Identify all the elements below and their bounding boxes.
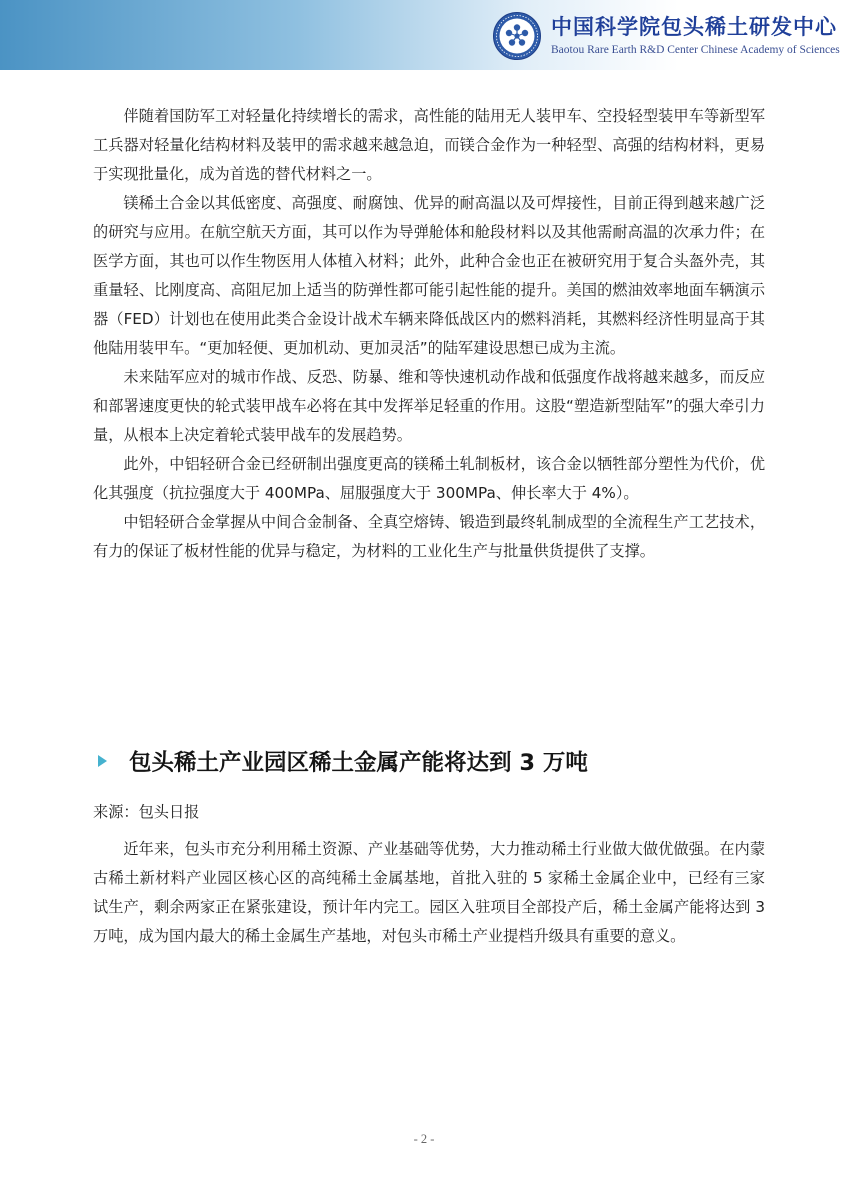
body-paragraph: 未来陆军应对的城市作战、反恐、防暴、维和等快速机动作战和低强度作战将越来越多，而反应和部署速度更快的轮式装甲战车必将在其中发挥举足轻重的作用。这股“塑造新型陆军”的强大牵引力量，从根本上决定着轮式装甲战车的发展趋势。 [93, 368, 765, 444]
article-title: 包头稀土产业园区稀土金属产能将达到 3 万吨 [129, 750, 588, 776]
page-number: - 2 - [413, 1132, 435, 1146]
cas-logo-icon [492, 11, 542, 61]
body-paragraph: 中铝轻研合金掌握从中间合金制备、全真空熔铸、锻造到最终轧制成型的全流程生产工艺技术，有力的保证了板材性能的优异与稳定，为材料的工业化生产与批量供货提供了支撑。 [93, 513, 765, 560]
source-label: 来源： [93, 803, 139, 821]
triangle-marker-icon [98, 755, 107, 767]
body-paragraph: 镁稀土合金以其低密度、高强度、耐腐蚀、优异的耐高温以及可焊接性，目前正得到越来越广泛的研究与应用。在航空航天方面，其可以作为导弹舱体和舱段材料以及其他需耐高温的次承力件；在医学方面，其也可以作生物医用人体植入材料；此外，此种合金也正在被研究用于复合头盔外壳，其重量轻、比刚度高、高阻尼加上适当的防弹性都可能引起性能的提升。美国的燃油效率地面车辆演示器（FED）计划也在使用此类合金设计战术车辆来降低战区内的燃料消耗，其燃料经济性明显高于其他陆用装甲车。“更加轻便、更加机动、更加灵活”的陆军建设思想已成为主流。 [93, 194, 765, 357]
source-value: 包头日报 [138, 803, 200, 821]
article-heading [98, 743, 778, 779]
body-paragraph: 伴随着国防军工对轻量化持续增长的需求，高性能的陆用无人装甲车、空投轻型装甲车等新型军工兵器对轻量化结构材料及装甲的需求越来越急迫，而镁合金作为一种轻型、高强的结构材料，更易于实现批量化，成为首选的替代材料之一。 [93, 107, 765, 183]
org-name-en: Baotou Rare Earth R&D Center Chinese Academy of Sciences [551, 44, 840, 56]
article-source [93, 800, 493, 824]
body-paragraph: 此外，中铝轻研合金已经研制出强度更高的镁稀土轧制板材，该合金以牺牲部分塑性为代价，优化其强度（抗拉强度大于 400MPa、屈服强度大于 300MPa、伸长率大于 4%）。 [93, 455, 765, 502]
org-name-cn: 中国科学院包头稀土研发中心 [551, 14, 837, 39]
article-body [93, 835, 765, 951]
body-text-section [93, 102, 765, 566]
article-paragraph: 近年来，包头市充分利用稀土资源、产业基础等优势，大力推动稀土行业做大做优做强。在内蒙古稀土新材料产业园区核心区的高纯稀土金属基地，首批入驻的 5 家稀土金属企业中，已经有三家试生产，剩余两家正在紧张建设，预计年内完工。园区入驻项目全部投产后，稀土金属产能将达到 3 万吨，成为国内最大的稀土金属生产基地，对包头市稀土产业提档升级具有重要的意义。 [93, 840, 765, 945]
